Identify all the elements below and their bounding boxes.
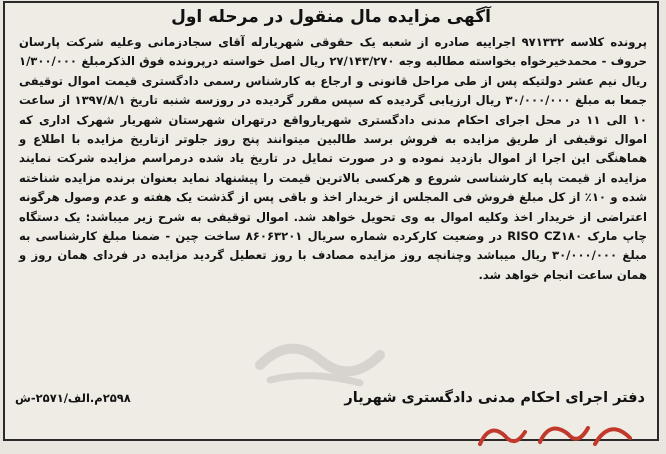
smudge-mark [250,325,390,395]
notice-body: پرونده کلاسه ۹۷۱۳۳۲ اجراییه صادره از شعبه یک حقوقی شهریارله آقای سجادزمانی وعلیه شرکت پارسان حروف - محمدخیرخواه بخواسته مطالبه وجه ۲۷/۱۴۳/۲۷۰ ریال اصل خواسته درپرونده فوق الذکرمبلغ ۱/۳۰۰/۰۰۰ ریال نیم عشر دولتیکه پس از طی مراحل قانونی و ارجاع به کارشناس رسمی دادگستری قیمت اموال توقیفی جمعا به مبلغ ۳۰/۰۰۰/۰۰۰ ریال ارزیابی گردیده که سپس مقرر گردیده در روزسه شنبه تاریخ ۱۳۹۷/۸/۱ از ساعت ۱۰ الی ۱۱ در محل اجرای احکام مدنی دادگستری شهریارواقع درتهران شهرستان شهریار شهرک اداری که اموال توقیفی از طریق مزایده به فروش برسد طالبین میتوانند پنج روز جلوتر ازتاریخ مزایده با اطلاع و هماهنگی این اجرا از اموال بازدید نموده و در صورت تمایل در تاریخ یاد شده درمراسم مزایده شرکت نمایند مزایده از قیمت پایه کارشناسی شروع و هرکسی بالاترین قیمت را پیشنهاد نماید بعنوان برنده مزایده شناخته شده و ۱۰٪ از کل مبلغ فروش فی المجلس از خریدار اخذ و باقی پس از گذشت یک هفته و عدم وصول هرگونه اعتراضی از خریدار اخذ وکلیه اموال به وی تحویل خواهد شد. اموال توقیفی به شرح زیر میباشد: یک دستگاه چاپ مارک RISO CZ۱۸۰ در وضعیت کارکرده شماره سریال ۸۶۰۶۳۲۰۱ ساخت چین - ضمنا مبلغ کارشناسی به مبلغ ۳۰/۰۰۰/۰۰۰ ریال میباشد وچنانچه روز مزایده مصادف با روز تعطیل گردید مزایده در فردای همان روز و همان ساعت انجام خواهد شد. [19,35,648,282]
notice-title: آگهی مزایده مال منقول در مرحله اول [171,7,491,27]
issuer-signature: دفتر اجرای احکام مدنی دادگستری شهریار [344,390,645,406]
reference-number: ۲۵۹۸م.الف/۲۵۷۱-ش [15,391,131,405]
handwritten-stamp-mark [470,414,640,454]
